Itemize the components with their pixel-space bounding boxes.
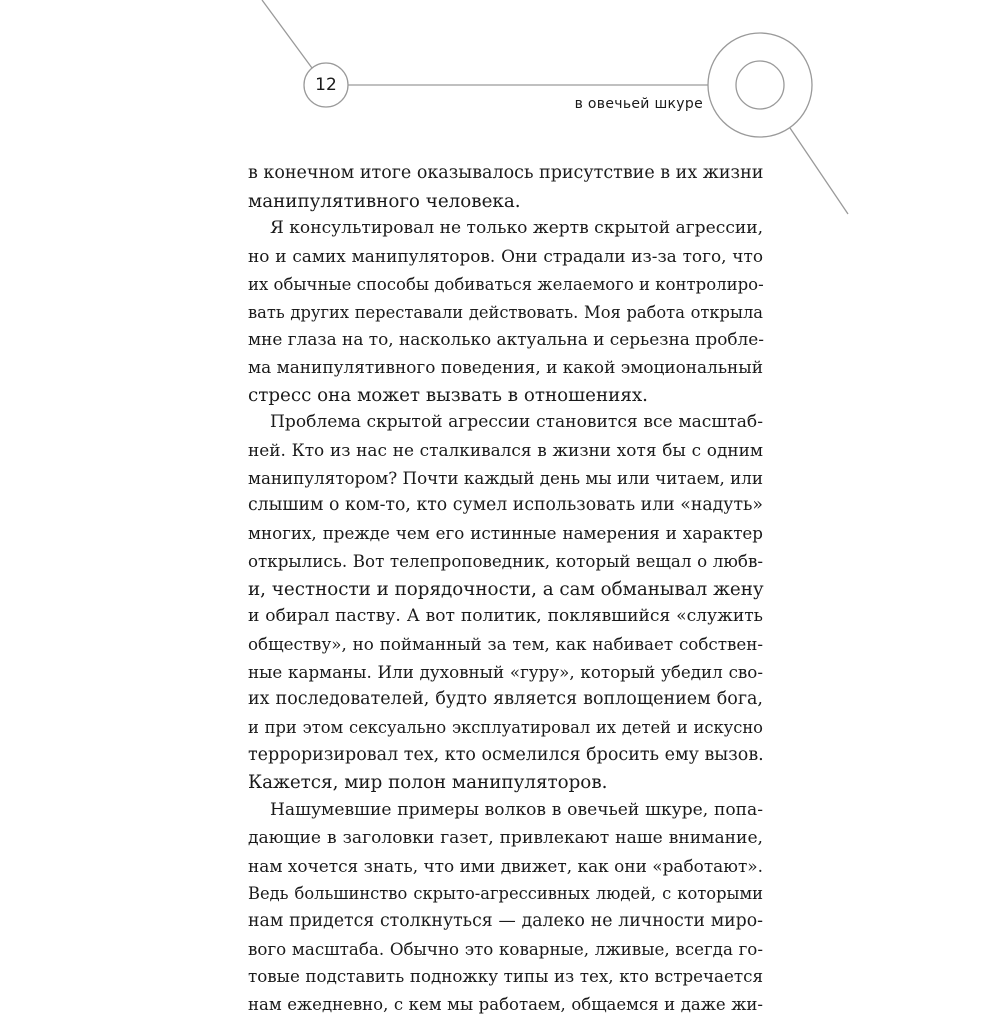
text-line: стресс она может вызвать в отношениях. (248, 384, 648, 406)
text-line: нам ежедневно, с кем мы работаем, общаемся и даже жи- (248, 995, 763, 1015)
text-line: вого масштаба. Обычно это коварные, лживые, всегда го- (248, 938, 763, 959)
text-line: ней. Кто из нас не сталкивался в жизни хотя бы с одним (248, 440, 763, 461)
text-line: мне глаза на то, насколько актуальна и серьезна пробле- (248, 329, 764, 350)
text-line: нам придется столкнуться — далеко не личности миро- (248, 910, 763, 931)
text-line: ма манипулятивного поведения, и какой эмоциональный (248, 356, 763, 377)
text-line: в конечном итоге оказывалось присутствие в их жизни (248, 163, 764, 183)
text-line: Проблема скрытой агрессии становится все масштаб- (270, 412, 763, 433)
page-number: 12 (315, 75, 337, 95)
text-line: Ведь большинство скрыто-агрессивных людей, с которыми (248, 884, 763, 904)
text-line: их обычные способы добиваться желаемого и контролиро- (248, 274, 764, 294)
text-line: Я консультировал не только жертв скрытой агрессии, (270, 218, 764, 239)
text-line: обществу», но пойманный за тем, как набивает собствен- (248, 633, 763, 654)
text-line: товые подставить подножку типы из тех, кто встречается (248, 966, 763, 987)
inner-ring (736, 61, 784, 109)
text-line: многих, прежде чем его истинные намерения и характер (248, 523, 763, 544)
text-line: слышим о ком-то, кто сумел использовать или «надуть» (248, 495, 763, 516)
text-line: манипулятивного человека. (248, 190, 521, 212)
outer-ring (708, 33, 812, 137)
text-line: их последователей, будто является воплощением бога, (248, 689, 763, 710)
text-line: и обирал паству. А вот политик, поклявшийся «служить (248, 606, 763, 627)
diagonal-line-top-left (262, 0, 312, 68)
body-text (248, 160, 763, 1019)
text-line: и при этом сексуально эксплуатировал их детей и искусно (248, 718, 763, 738)
text-line: и, честности и порядочности, а сам обманывал жену (248, 578, 764, 600)
text-line: дающие в заголовки газет, привлекают наше внимание, (248, 827, 763, 848)
text-line: ные карманы. Или духовный «гуру», который убедил сво- (248, 661, 763, 682)
text-line: открылись. Вот телепроповедник, который вещал о любв- (248, 550, 763, 571)
text-line: терроризировал тех, кто осмелился бросить ему вызов. (248, 744, 764, 765)
text-line: манипулятором? Почти каждый день мы или читаем, или (248, 467, 763, 488)
running-head: в овечьей шкуре (574, 96, 703, 112)
text-line: Нашумевшие примеры волков в овечьей шкуре, попа- (270, 800, 763, 821)
text-line: Кажется, мир полон манипуляторов. (248, 772, 608, 794)
text-line: но и самих манипуляторов. Они страдали из-за того, что (248, 246, 763, 267)
text-line: вать других переставали действовать. Моя работа открыла (248, 302, 763, 322)
text-line: нам хочется знать, что ими движет, как они «работают». (248, 855, 763, 876)
diagonal-line-right (790, 128, 848, 214)
